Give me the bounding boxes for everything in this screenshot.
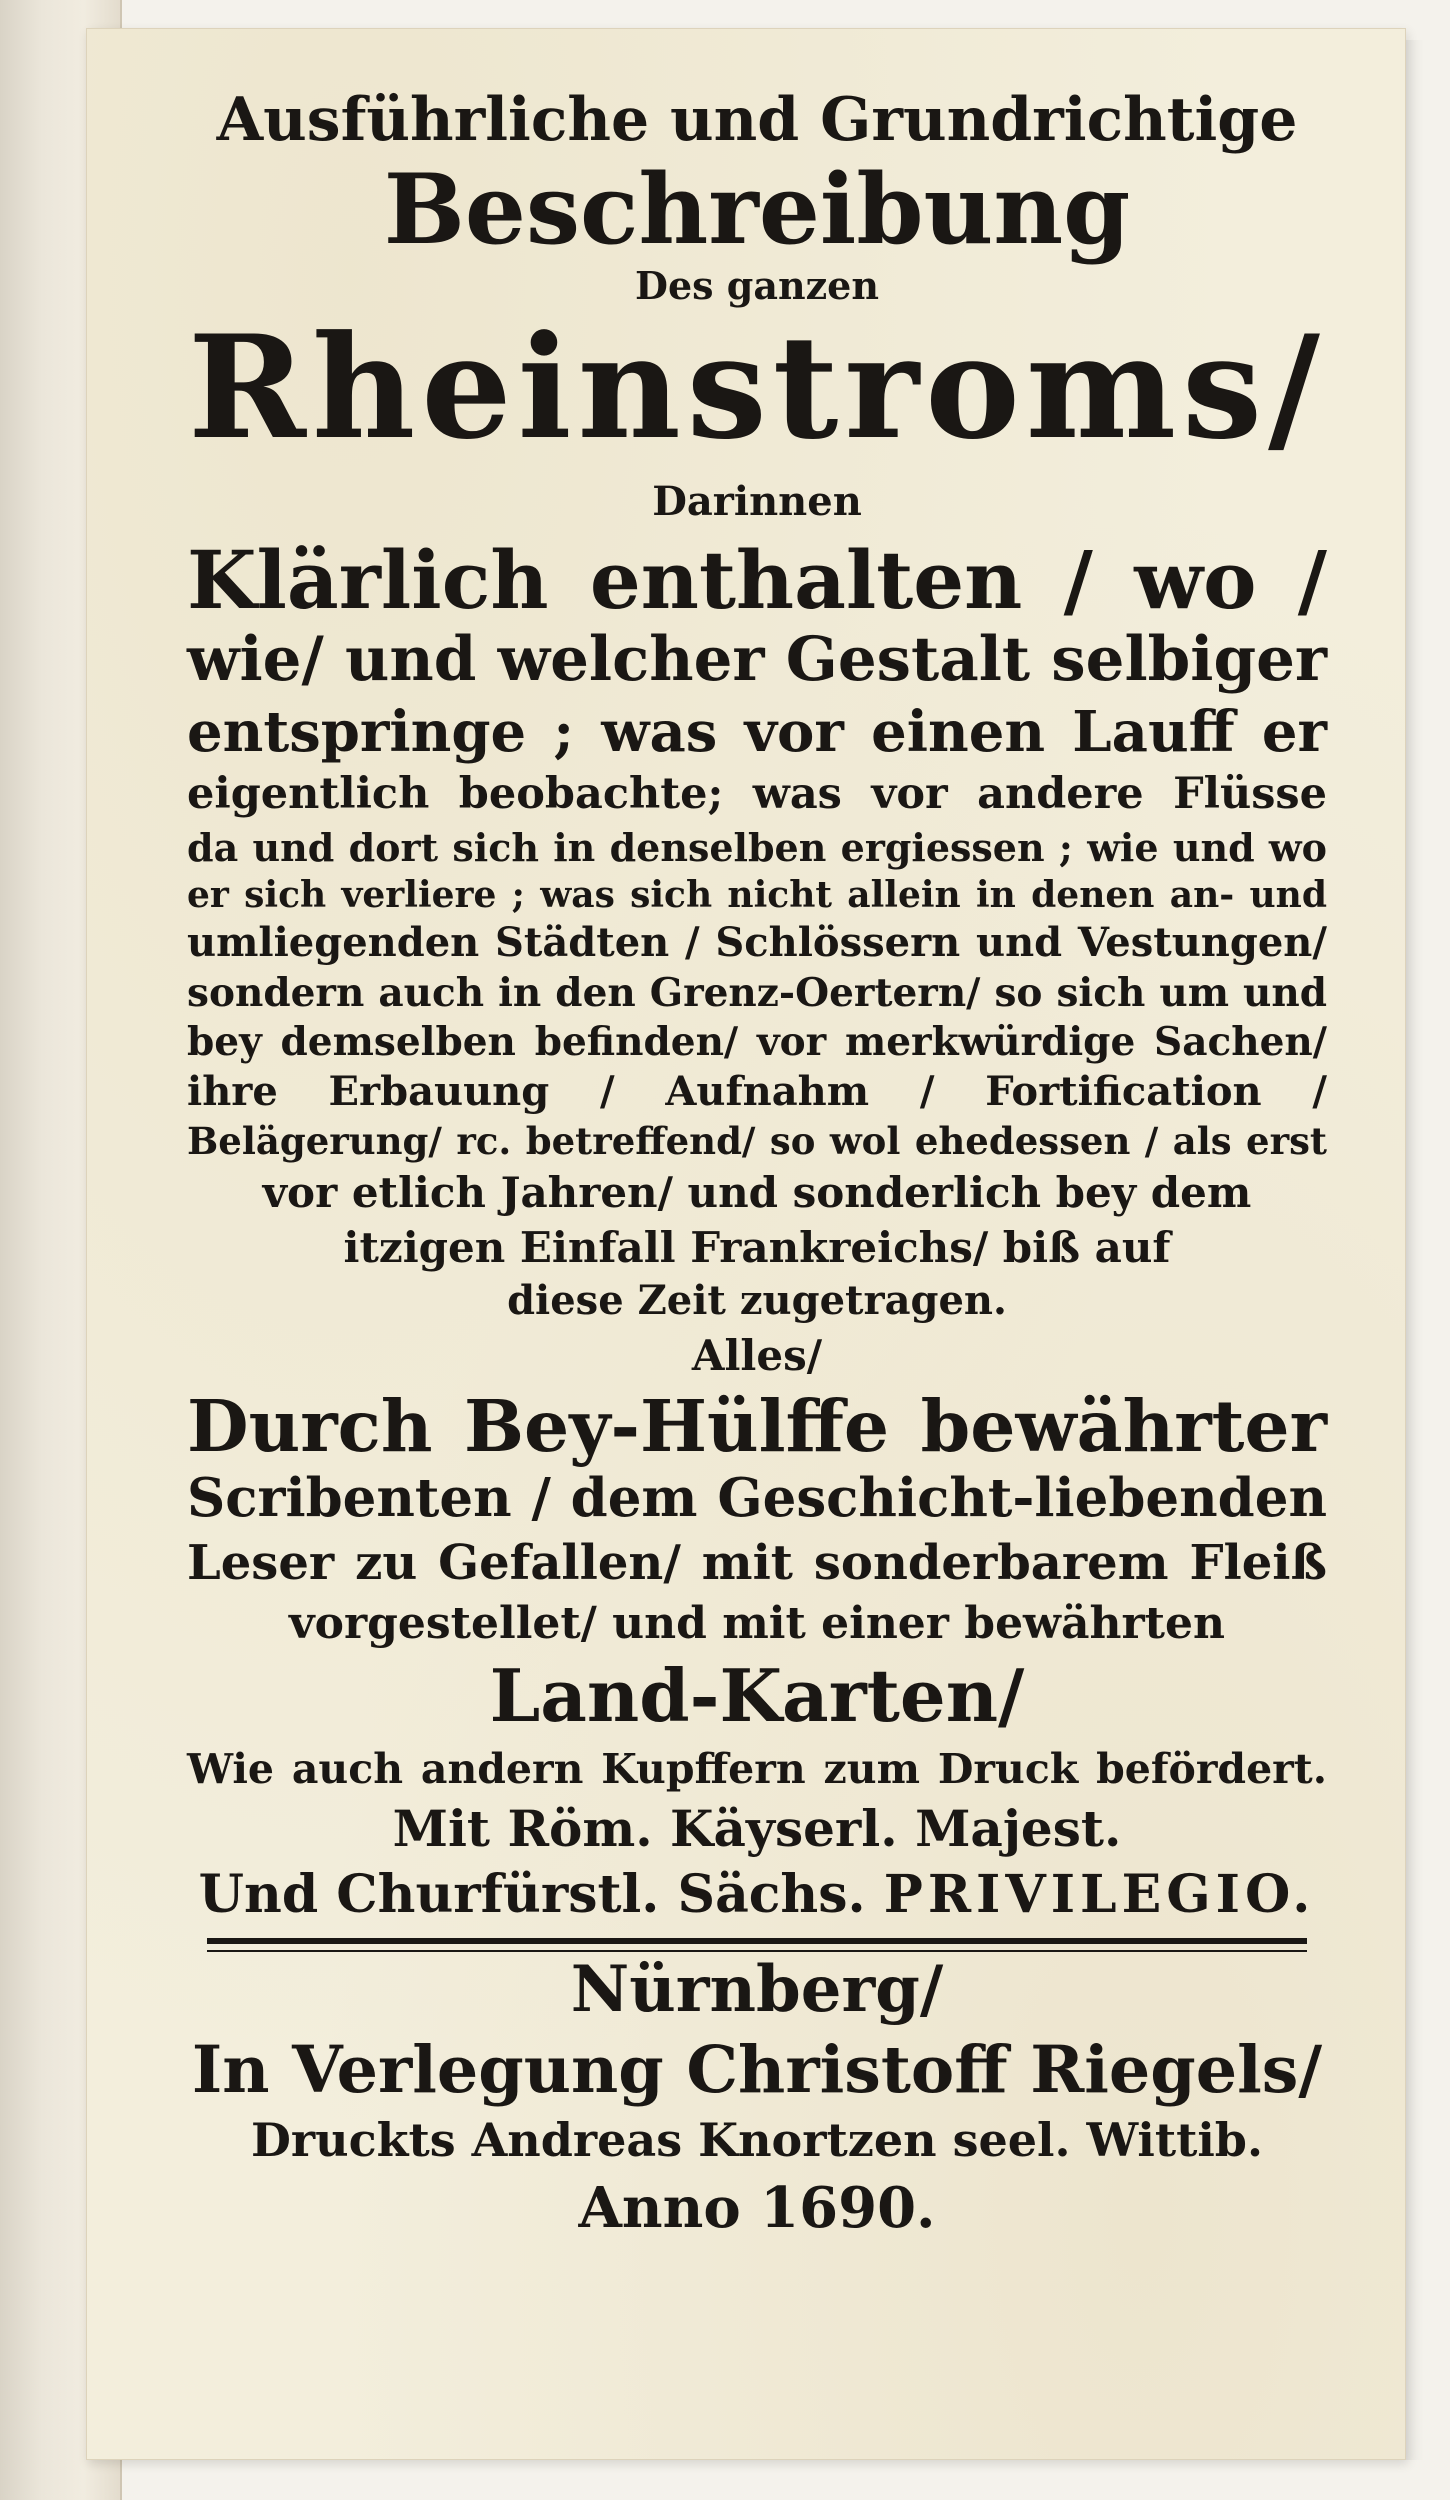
body-line-7: umliegenden Städten / Schlössern und Vestungen/: [187, 919, 1327, 967]
body-line-20: Mit Röm. Käyserl. Majest.: [392, 1798, 1122, 1858]
body-line-19: Wie auch andern Kupffern zum Druck befördert.: [187, 1745, 1327, 1794]
body-line-15: Durch Bey-Hülffe bewährter: [187, 1383, 1327, 1468]
title-line-2: Beschreibung: [383, 152, 1131, 266]
body-line-10: ihre Erbauung / Aufnahm / Fortification /: [187, 1068, 1327, 1116]
body-line-alles: Alles/: [691, 1331, 823, 1381]
double-rule-divider: [207, 1938, 1307, 1944]
body-line-1: Klärlich enthalten / wo /: [187, 532, 1327, 627]
imprint-line-1: Nürnberg/: [570, 1951, 944, 2027]
privilege-line: [187, 1863, 1327, 1925]
body-line-11: Belägerung/ rc. betreffend/ so wol ehedessen / als erst: [187, 1118, 1327, 1163]
body-line-13: itzigen Einfall Frankreichs/ biß auf: [343, 1222, 1171, 1272]
title-page: [86, 28, 1406, 2460]
page-shadow: [1404, 40, 1424, 2460]
privilegio-word: PRIVILEGIO.: [883, 1863, 1316, 1925]
title-page-text: [187, 79, 1328, 2242]
body-line-14: diese Zeit zugetragen.: [507, 1277, 1007, 1325]
imprint-line-3: Druckts Andreas Knortzen seel. Wittib.: [251, 2113, 1263, 2168]
privilege-line-text: Und Churfürstl. Sächs.: [198, 1863, 866, 1925]
body-line-3: entspringe ; was vor einen Lauff er: [187, 698, 1327, 765]
body-line-2: wie/ und welcher Gestalt selbiger: [187, 624, 1328, 696]
body-line-5: da und dort sich in denselben ergiessen ; wie und wo: [187, 824, 1327, 870]
title-line-darinnen: Darinnen: [652, 478, 862, 526]
imprint-line-2: In Verlegung Christoff Riegels/: [191, 2031, 1323, 2108]
imprint-year: Anno 1690.: [578, 2175, 936, 2242]
body-line-18: vorgestellet/ und mit einer bewährten: [289, 1598, 1225, 1650]
body-line-17: Leser zu Gefallen/ mit sonderbarem Fleiß: [187, 1535, 1327, 1592]
title-line-3: Des ganzen: [635, 263, 879, 309]
body-line-4: eigentlich beobachte; was vor andere Flüsse: [187, 769, 1327, 820]
title-main-rheinstroms: Rheinstroms/: [188, 304, 1326, 471]
body-line-landkarten: Land-Karten/: [489, 1652, 1025, 1738]
body-line-9: bey demselben befinden/ vor merkwürdige Sachen/: [187, 1019, 1327, 1066]
body-line-16: Scribenten / dem Geschicht-liebenden: [187, 1467, 1327, 1530]
body-line-6: er sich verliere ; was sich nicht allein in denen an- und: [187, 874, 1327, 917]
body-line-8: sondern auch in den Grenz-Oertern/ so sich um und: [187, 969, 1327, 1016]
body-line-12: vor etlich Jahren/ und sonderlich bey dem: [262, 1167, 1252, 1217]
title-line-1: Ausführliche und Grundrichtige: [216, 85, 1298, 155]
